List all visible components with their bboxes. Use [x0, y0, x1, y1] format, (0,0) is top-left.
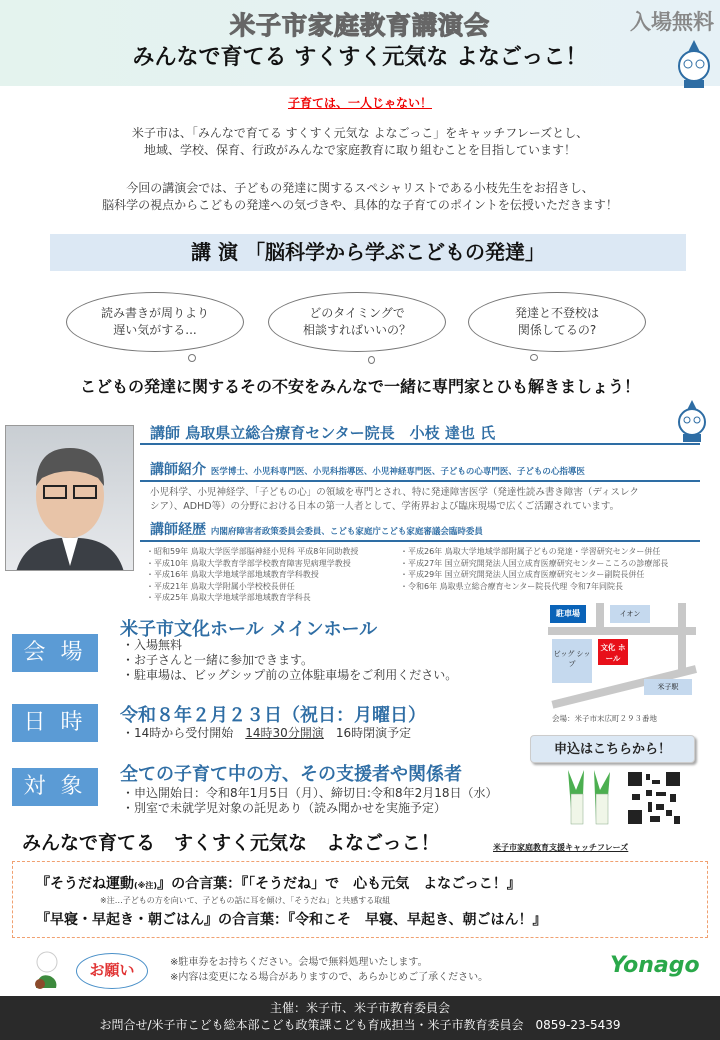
contact-info: お問合せ/米子市こども総本部こども政策課こども育成担当・米子市教育委員会 0859-23-5439 [99, 1018, 621, 1032]
character-icon [32, 950, 62, 990]
road [678, 603, 686, 673]
venue-address: 会場：米子市末広町２９３番地 [552, 714, 657, 723]
speaker-title: 講師 鳥取県立総合療育センター院長 小枝 達也 氏 [150, 424, 496, 442]
cloud-tail [188, 354, 196, 362]
qr-code[interactable] [626, 770, 682, 826]
divider [140, 480, 700, 482]
mascot-icon [672, 38, 716, 88]
event-title: 米子市家庭教育講演会 [229, 11, 490, 40]
career-list-left: ・昭和59年 鳥取大学医学部脳神経小児科 平成8年同助教授 ・平成10年 鳥取大学教育学部学校教育障害児病理学教授 ・平成16年 鳥取大学地域学部地域教育学科教授 ・平成21年 鳥取大学附属小学校校長併任 ・平成25年 鳥取大学地域学部地域教育学科長 [146, 547, 359, 602]
thought-cloud: 発達と不登校は 関係してるの? [468, 292, 646, 352]
speaker-intro-text: 小児科学、小児神経学、「子どもの心」の領域を専門とされ、特に発達障害医学（発達性読み書き障害（ディスレク シア）、ADHD等）の分野における日本の第一人者として、学術界および臨床現場で広くご活躍されています。 [150, 487, 639, 512]
thought-cloud: どのタイミングで 相談すればいいの？ [268, 292, 446, 352]
apply-button[interactable]: 申込はこちらから！ [530, 735, 695, 763]
request-notes: ※駐車券をお持ちください。会場で無料処理いたします。 ※内容は変更になる場合がありますので、あらかじめご了承ください。 [170, 957, 489, 983]
event-times: ・14時から受付開始 14時30分開演 16時閉演予定 [122, 726, 412, 740]
yonago-logo: Yonago [610, 953, 700, 978]
career-list-right: ・平成26年 鳥取大学地域学部附属子どもの発達・学習研究センター併任 ・平成27年 国立研究開発法人国立成育医療研究センターこころの診療部長 ・平成29年 国立研究開発法人国立成育医療研究センター副院長併任 ・令和6年 鳥取県立総合療育センター院長代理 令和7年同院長 [400, 547, 669, 591]
motto-sodane: 『そうだね運動(※注)』の合言葉：『「そうだね」で 心も元気 よなごっこ！』 [36, 876, 521, 892]
map-culture-hall: 文化 ホール [598, 639, 628, 665]
map-parking: 駐車場 [550, 605, 586, 623]
divider [140, 540, 700, 542]
event-subtitle: みんなで育てる すくすく元気な よなごっこ！ [132, 45, 588, 70]
thought-cloud: 読み書きが周りより 遅い気がする... [66, 292, 244, 352]
request-badge: お願い [76, 953, 148, 989]
road [548, 627, 696, 635]
speaker-qualifications: 医学博士、小児科専門医、小児科指導医、小児神経専門医、子どもの心専門医、子どもの心指導医 [210, 467, 585, 477]
datetime-label: 日 時 [12, 704, 98, 742]
target-details: ・申込開始日：令和8年1月5日（月）、締切日:令和8年2月18日（水） ・別室で未就学児対象の託児あり（読み聞かせを実施予定） [122, 786, 498, 815]
lecture-title-banner: 講 演 「脳科学から学ぶこどもの発達」 [50, 234, 686, 271]
venue-details: ・入場無料 ・お子さんと一緒に参加できます。 ・駐車場は、ビッグシップ前の立体駐車場をご利用ください。 [122, 638, 458, 682]
venue-name: 米子市文化ホール メインホール [120, 619, 378, 640]
cloud-tail [530, 354, 538, 361]
target-audience: 全ての子育て中の方、その支援者や関係者 [120, 764, 462, 785]
catchphrase: みんなで育てる すくすく元気な よなごっこ！ [22, 832, 440, 854]
target-label: 対 象 [12, 768, 98, 806]
event-date: 令和８年２月２３日（祝日：月曜日） [120, 705, 426, 726]
venue-label: 会 場 [12, 634, 98, 672]
venue-map [548, 603, 696, 703]
speaker-roles: 内閣府障害者政策委員会委員、こども家庭庁こども家庭審議会臨時委員 [210, 527, 483, 537]
leek-mascots-icon [560, 770, 620, 826]
organizer: 主催：米子市、米子市教育委員会 [269, 1001, 450, 1015]
mascot-icon [672, 398, 712, 442]
intro-paragraph-2: 今回の講演会では、子どもの発達に関するスペシャリストである小枝先生をお招きし、 脳科学の視点からこどもの発達への気づきや、具体的な子育てのポイントを伝授いただきます！ [102, 181, 618, 212]
map-aeon: イオン [610, 605, 650, 623]
speaker-portrait-icon [6, 426, 134, 571]
motto-note: ※注…子どもの方を向いて、子どもの話に耳を傾け、「そうだね」と共感する取組 [100, 896, 391, 905]
divider [140, 443, 700, 445]
speaker-photo [5, 425, 134, 571]
intro-headline: 子育ては、一人じゃない！ [287, 96, 432, 110]
speaker-career-heading: 講師経歴 内閣府障害者政策委員会委員、こども家庭庁こども家庭審議会臨時委員 [150, 522, 483, 538]
intro-paragraph-1: 米子市は、「みんなで育てる すくすく元気な よなごっこ」をキャッチフレーズとし、 地域、学校、保育、行政がみんなで家庭教育に取り組むことを目指しています！ [131, 126, 589, 157]
call-to-action-text: こどもの発達に関するその不安をみんなで一緒に専門家とひも解きましょう！ [79, 377, 640, 396]
map-bigship: ビッグ シップ [552, 639, 592, 683]
catchphrase-caption: 米子市家庭教育支援キャッチフレーズ [493, 843, 629, 852]
map-yonago-station: 米子駅 [644, 679, 692, 695]
speaker-intro-heading: 講師紹介 医学博士、小児科専門医、小児科指導医、小児神経専門医、子どもの心専門医、子どもの心指導医 [150, 462, 585, 478]
motto-early-sleep: 『早寝・早起き・朝ごはん』の合言葉：『令和こそ 早寝、早起き、朝ごはん！』 [36, 912, 547, 928]
footer [0, 996, 720, 1040]
cloud-tail [368, 356, 375, 364]
free-admission-badge: 入場無料 [630, 10, 714, 34]
